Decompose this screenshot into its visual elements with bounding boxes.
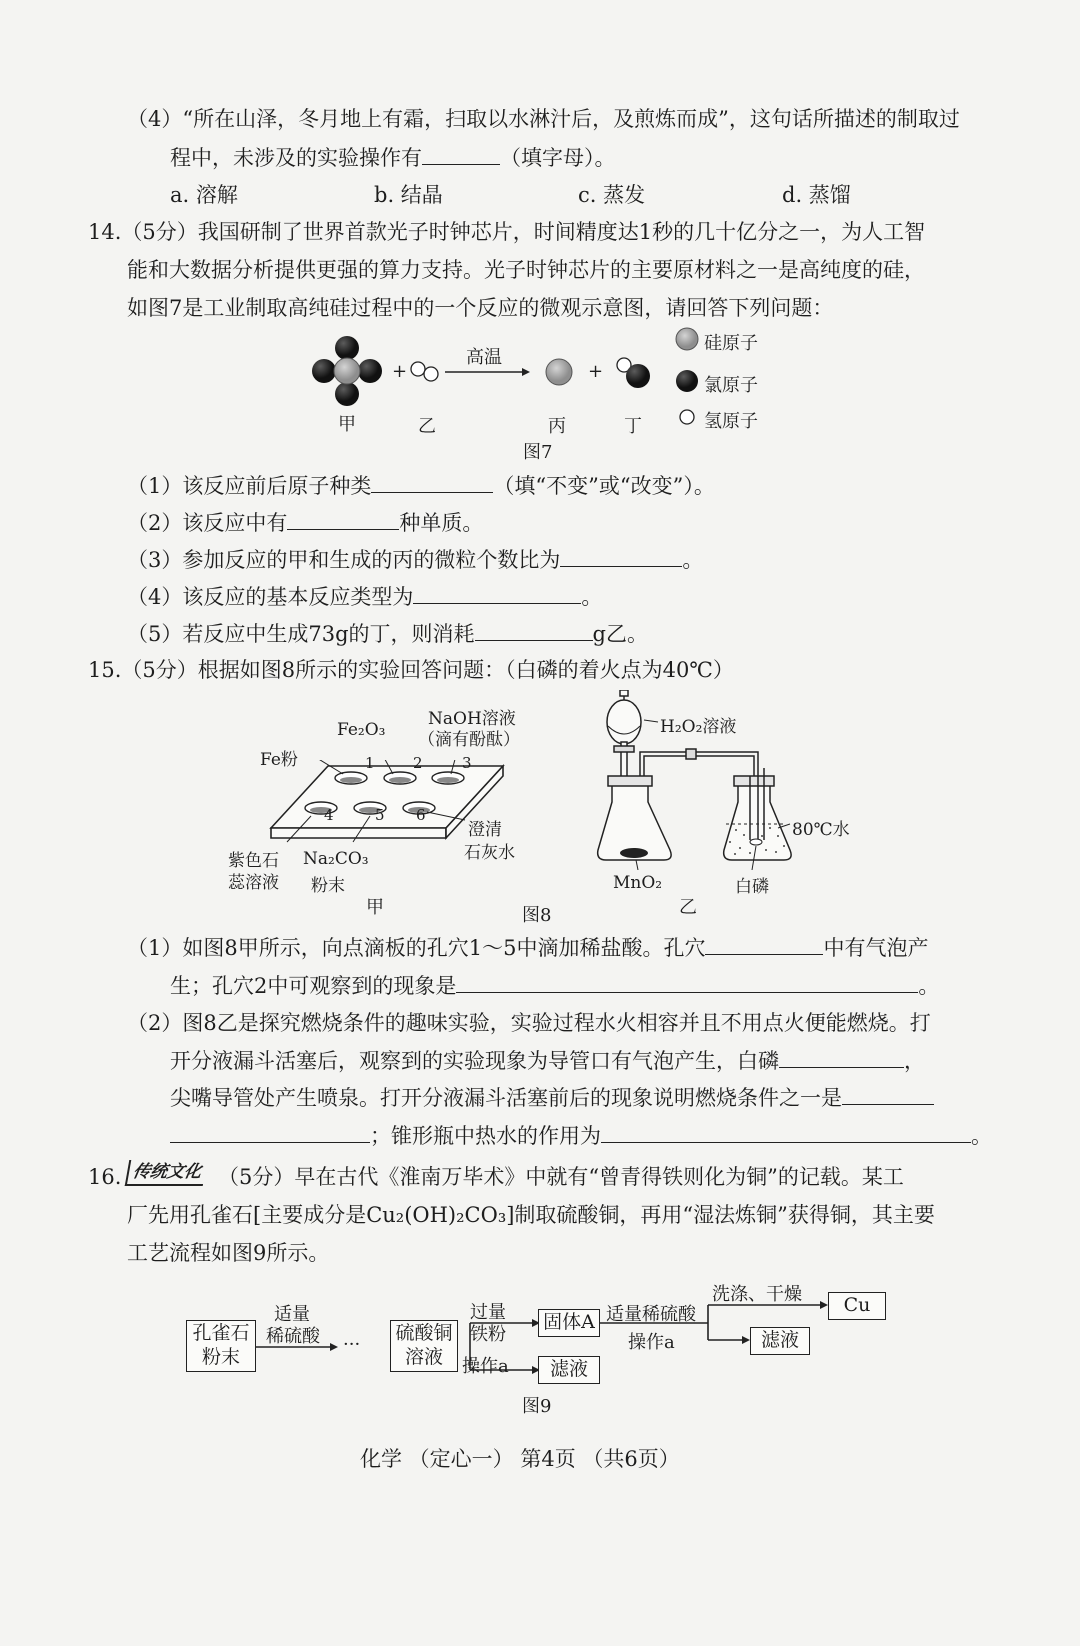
- q16-number: 16.: [88, 1165, 122, 1189]
- q15-sub2-text-b: ，: [904, 1049, 925, 1073]
- label-yi: 乙: [418, 416, 436, 437]
- label-litmus-2: 蕊溶液: [228, 873, 279, 893]
- legend-cl-icon: [676, 370, 698, 392]
- molecule-ding: [617, 358, 650, 388]
- molecule-bing: [546, 359, 572, 385]
- q14-sub3-text: （3）参加反应的甲和生成的丙的微粒个数比为: [127, 548, 561, 572]
- q14-sub2-text: （2）该反应中有: [127, 511, 288, 535]
- q15-sub2-blank-2[interactable]: [842, 1082, 934, 1105]
- well-5: 5: [375, 806, 385, 824]
- flow-box-malachite: [186, 1320, 256, 1372]
- label-yi-8: 乙: [679, 897, 697, 918]
- q15-sub2-text-c: 尖嘴导管处产生喷泉。打开分液漏斗活塞前后的现象说明燃烧条件之一是: [170, 1086, 842, 1110]
- label-naoh-1: NaOH溶液: [428, 709, 516, 729]
- q14-sub4: [127, 581, 602, 612]
- flow-wash: 洗涤、干燥: [712, 1284, 802, 1305]
- q13-4-line2: [170, 142, 616, 173]
- flow-cuso4-line1: 硫酸铜: [395, 1322, 453, 1344]
- q13-4-option-d: d. 蒸馏: [782, 183, 851, 207]
- q15-sub1-line2: [170, 970, 939, 1001]
- flow-acid2: 适量稀硫酸: [606, 1304, 696, 1325]
- traditional-culture-badge: 传统文化: [125, 1160, 208, 1186]
- q15-sub2-blank-1[interactable]: [779, 1045, 904, 1068]
- q14-sub2-tail: 种单质。: [399, 511, 484, 535]
- q15-sub1-text-a: （1）如图8甲所示，向点滴板的孔穴1～5中滴加稀盐酸。孔穴: [127, 936, 706, 960]
- well-6: 6: [416, 806, 426, 824]
- q15-sub1-blank-1[interactable]: [705, 932, 823, 955]
- plus-sign: +: [392, 361, 408, 382]
- flow-box-filtrate-2: 滤液: [750, 1327, 810, 1355]
- q14-sub4-blank[interactable]: [413, 581, 581, 604]
- well-1: 1: [365, 754, 375, 772]
- label-fe2o3: Fe₂O₃: [337, 720, 386, 740]
- label-mno2: MnO₂: [613, 873, 663, 893]
- q13-4-text-a: 程中，未涉及的实验操作有: [170, 146, 422, 170]
- q15-sub1-text-c: 生；孔穴2中可观察到的现象是: [170, 974, 457, 998]
- figure-8-caption: 图8: [522, 905, 552, 926]
- flow-op2: 操作a: [628, 1332, 675, 1353]
- q15-sub1-text-d: 。: [918, 974, 940, 998]
- q14-sub4-tail: 。: [581, 585, 603, 609]
- flow-malachite-line2: 粉末: [201, 1346, 240, 1368]
- label-litmus-1: 紫色石: [228, 851, 279, 871]
- q16-line3: 工艺流程如图9所示。: [127, 1241, 330, 1265]
- q14-sub5-blank[interactable]: [475, 618, 593, 641]
- q14-sub1: [127, 470, 715, 501]
- q13-4-option-b: b. 结晶: [374, 183, 443, 207]
- label-limewater-1: 澄清: [468, 820, 502, 840]
- q15-sub2-line1: （2）图8乙是探究燃烧条件的趣味实验，实验过程水火相容并且不用点火便能燃烧。打: [127, 1011, 931, 1035]
- q13-4-text-b: （填字母）。: [500, 146, 616, 170]
- q15-sub2-blank-4[interactable]: [601, 1120, 971, 1143]
- well-2: 2: [413, 754, 423, 772]
- q15-sub1-line1: [127, 932, 928, 963]
- flow-op1: 操作a: [462, 1356, 509, 1377]
- flow-cuso4-line2: 溶液: [404, 1346, 443, 1368]
- flow-malachite-line1: 孔雀石: [192, 1322, 250, 1344]
- label-water-80: 80℃水: [792, 820, 850, 840]
- q15-sub2-line3: [170, 1082, 934, 1113]
- q15-sub2-blank-3[interactable]: [170, 1120, 370, 1143]
- molecule-yi: [411, 362, 438, 381]
- q14-sub4-text: （4）该反应的基本反应类型为: [127, 585, 414, 609]
- label-na2co3-2: 粉末: [311, 876, 345, 896]
- q15-line1: 15.（5分）根据如图8所示的实验回答问题：（白磷的着火点为40℃）: [88, 658, 734, 682]
- legend-si-label: 硅原子: [704, 333, 758, 354]
- label-ding: 丁: [624, 416, 642, 437]
- legend-si-icon: [676, 328, 698, 350]
- q15-sub2-text-a: 开分液漏斗活塞后，观察到的实验现象为导管口有气泡产生，白磷: [170, 1049, 779, 1073]
- flow-fe-line1: 过量: [470, 1302, 506, 1323]
- label-naoh-2: （滴有酚酞）: [418, 730, 520, 750]
- label-h2o2: H₂O₂溶液: [660, 717, 737, 737]
- q13-4-line1: （4）“所在山泽，冬月地上有霜，扫取以水淋汁后，及煎炼而成”，这句话所描述的制取过: [127, 107, 960, 131]
- q14-sub2: [127, 507, 483, 538]
- q13-4-option-a: a. 溶解: [170, 183, 238, 207]
- label-na2co3-1: Na₂CO₃: [303, 849, 369, 869]
- q13-4-answer-blank[interactable]: [422, 142, 500, 165]
- q14-sub1-blank[interactable]: [371, 470, 493, 493]
- page-footer: 化学 （定心一） 第4页 （共6页）: [360, 1447, 680, 1471]
- legend-h-icon: [680, 410, 694, 424]
- well-4: 4: [324, 806, 334, 824]
- q14-sub3-tail: 。: [682, 548, 704, 572]
- q14-sub1-hint: （填“不变”或“改变”）。: [493, 474, 715, 498]
- flow-box-cuso4: [390, 1320, 458, 1372]
- q14-sub5: [127, 618, 648, 649]
- q14-line2: 能和大数据分析提供更强的算力支持。光子时钟芯片的主要原材料之一是高纯度的硅，: [127, 258, 925, 282]
- label-jia-8: 甲: [366, 897, 384, 918]
- flow-box-cu: Cu: [828, 1292, 886, 1320]
- q14-sub1-text: （1）该反应前后原子种类: [127, 474, 372, 498]
- q14-sub3: [127, 544, 703, 575]
- q16-line2: 厂先用孔雀石[主要成分是Cu₂(OH)₂CO₃]制取硫酸铜，再用“湿法炼铜”获得铜，其主要: [127, 1203, 935, 1227]
- q14-sub3-blank[interactable]: [560, 544, 682, 567]
- well-3: 3: [462, 754, 472, 772]
- q14-sub2-blank[interactable]: [287, 507, 399, 530]
- q15-sub2-text-d: ；锥形瓶中热水的作用为: [370, 1124, 601, 1148]
- legend-cl-label: 氯原子: [704, 375, 758, 396]
- flow-box-solid-a: 固体A: [538, 1309, 600, 1337]
- q14-line1: 14.（5分）我国研制了世界首款光子时钟芯片，时间精度达1秒的几十亿分之一，为人工智: [88, 220, 926, 244]
- figure-9-caption: 图9: [522, 1396, 552, 1417]
- q13-4-option-c: c. 蒸发: [578, 183, 646, 207]
- q16-line1: （5分）早在古代《淮南万毕术》中就有“曾青得铁则化为铜”的记载。某工: [218, 1165, 904, 1189]
- flow-dots: ···: [343, 1334, 361, 1355]
- label-limewater-2: 石灰水: [464, 843, 515, 863]
- label-bing: 丙: [548, 416, 566, 437]
- q15-sub2-line4: [170, 1120, 992, 1151]
- q15-sub1-text-b: 中有气泡产: [823, 936, 929, 960]
- flow-fe-line2: 铁粉: [470, 1324, 506, 1345]
- figure-7-condition: 高温: [466, 347, 502, 368]
- q14-line3: 如图7是工业制取高纯硅过程中的一个反应的微观示意图，请回答下列问题：: [127, 296, 834, 320]
- legend-h-label: 氢原子: [704, 411, 758, 432]
- label-fe-powder: Fe粉: [260, 750, 298, 770]
- figure-7-caption: 图7: [523, 442, 553, 463]
- q14-sub5-tail: g乙。: [592, 622, 648, 646]
- flow-acid1-line1: 适量: [274, 1304, 310, 1325]
- q15-sub2-text-e: 。: [971, 1124, 992, 1148]
- q15-sub2-line2: [170, 1045, 925, 1076]
- label-white-phosphorus: 白磷: [735, 877, 769, 897]
- flow-acid1-line2: 稀硫酸: [266, 1326, 320, 1347]
- label-jia: 甲: [338, 414, 356, 435]
- plus-sign-2: +: [588, 361, 604, 382]
- flow-box-filtrate-1: 滤液: [538, 1356, 600, 1384]
- q14-sub5-text: （5）若反应中生成73g的丁，则消耗: [127, 622, 475, 646]
- molecule-jia: [312, 336, 382, 406]
- q15-sub1-blank-2[interactable]: [456, 970, 918, 993]
